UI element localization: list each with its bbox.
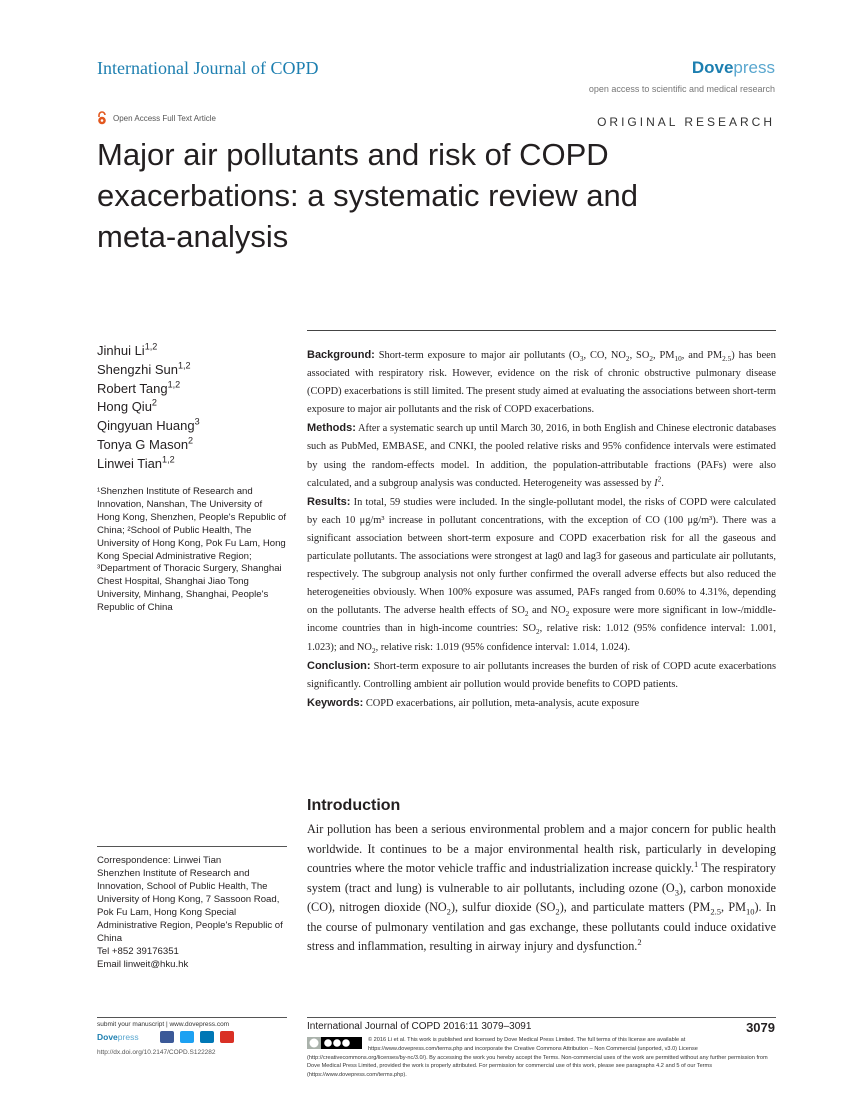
correspondence-tel: Tel +852 39176351 bbox=[97, 946, 179, 957]
article-type: ORIGINAL RESEARCH bbox=[597, 115, 775, 129]
abstract-results: Results: In total, 59 studies were included. In the single-pollutant model, the risks of COPD were calculated by each 10 μg/m³ increase in pollutant concentrations, with the exception of CO (100 μg/m³). There was a significant association between short-term exposure and COPD exacerbation risk for all the gaseous and particulate pollutants. The associations were strongest at lag0 and lag3 for gaseous and particulate air pollutants, respectively. The subgroup analysis not only further confirmed the overall adverse effects but also reduced the heterogeneities obviously. When 100% exposure was assumed, PAFs ranged from 0.60% to 4.31%, depending on the pollutants. The adverse health effects of $SO_2$ and $NO_2$ exposure were more significant in low-/middle-income countries than in high-income countries: $SO_2$, relative risk: 1.012 (95% confidence interval: 1.001, 1.023); and $NO_2$, relative risk: 1.019 (95% confidence interval: 1.014, 1.024). bbox=[307, 495, 776, 655]
correspondence-divider bbox=[97, 846, 287, 847]
page-number: 3079 bbox=[746, 1020, 775, 1035]
introduction-text: Air pollution has been a serious environmental problem and a major concern for public health worldwide. It continues to be a major environmental health risk, particularly in developing countries where the motor vehicle traffic and industrialization increase quickly.$^1$ The respiratory system (tract and lung) is vulnerable to air pollutants, including ozone $(O_3)$, carbon monoxide (CO), nitrogen dioxide $(NO_2)$, sulfur dioxide $(SO_2)$, and particulate matters ($PM_{2.5}$, $PM_{10}$). In the course of pulmonary ventilation and gas exchange, these pollutants could induce oxidative stress and inflammation, resulting in airway injury and dysfunction.$^2$ bbox=[307, 822, 776, 953]
twitter-icon[interactable] bbox=[180, 1031, 194, 1043]
abstract-divider bbox=[307, 330, 776, 331]
correspondence-address: Shenzhen Institute of Research and Innovation, School of Public Health, The University of Hong Kong, 7 Sassoon Road, Pok Fu Lam, Hong Kong Special Administrative Region, People's Republic of China bbox=[97, 868, 283, 944]
abstract-conclusion: Conclusion: Short-term exposure to air pollutants increases the burden of risk of COPD acute exacerbations significantly. Controlling ambient air pollution would provide benefits to COPD patients. bbox=[307, 659, 776, 690]
journal-name[interactable]: International Journal of COPD bbox=[97, 58, 319, 78]
open-access-label: Open Access Full Text Article bbox=[113, 113, 217, 123]
reference-link[interactable]: 1 bbox=[693, 858, 699, 869]
footer-publisher-logo[interactable]: Dovepress bbox=[97, 1032, 139, 1042]
creative-commons-icon[interactable] bbox=[307, 1037, 362, 1049]
publisher-logo-a: Dove bbox=[691, 58, 734, 77]
footer-divider-right bbox=[307, 1017, 776, 1018]
author[interactable]: Shengzhi Sun$^{1,2}$ bbox=[97, 360, 191, 377]
footer-citation: International Journal of COPD 2016:11 3079–3091 bbox=[307, 1021, 532, 1032]
abstract-background: Background: Short-term exposure to major air pollutants ($O_3$, CO, $NO_2$, $SO_2$, $PM_{10}$, and $PM_{2.5}$) has been associated with respiratory risk. However, evidence on the risk of chronic obstructive pulmonary disease (COPD) exacerbations is still limited. The present study aimed at evaluating the associations between short-term exposure to major air pollutants and the risk of COPD exacerbations. bbox=[307, 349, 776, 416]
author[interactable]: Tonya G Mason$^2$ bbox=[97, 435, 194, 452]
youtube-icon[interactable] bbox=[220, 1031, 234, 1043]
open-access-badge bbox=[97, 111, 216, 125]
linkedin-icon[interactable] bbox=[200, 1031, 214, 1043]
social-links bbox=[160, 1031, 234, 1043]
author[interactable]: Robert Tang$^{1,2}$ bbox=[97, 379, 181, 396]
author[interactable]: Jinhui Li$^{1,2}$ bbox=[97, 341, 158, 358]
author[interactable]: Linwei Tian$^{1,2}$ bbox=[97, 454, 175, 471]
submit-manuscript-link[interactable]: submit your manuscript | www.dovepress.com bbox=[97, 1021, 230, 1028]
doi-link[interactable]: http://dx.doi.org/10.2147/COPD.S122282 bbox=[97, 1049, 216, 1056]
facebook-icon[interactable] bbox=[160, 1031, 174, 1043]
reference-link[interactable]: 2 bbox=[637, 936, 642, 947]
correspondence-label: Correspondence: Linwei Tian bbox=[97, 855, 222, 866]
affiliations: ¹Shenzhen Institute of Research and Innovation, Nanshan, The University of Hong Kong, Shenzhen, People's Republic of China; ²School of Public Health, The University of Hong Kong, Pok Fu Lam, Hong Kong Special Administrative Region; ³Department of Thoracic Surgery, Shanghai Chest Hospital, Shanghai Jiao Tong University, Minhang, Shanghai, People's Republic of China bbox=[97, 486, 287, 614]
abstract bbox=[307, 346, 776, 713]
correspondence-email[interactable]: Email linweit@hku.hk bbox=[97, 959, 189, 970]
publisher-logo-b: press bbox=[733, 58, 775, 77]
license-text: © 2016 Li et al. This work is published and licensed by Dove Medical Press Limited. The full terms of this license are available at https://www.dovepress.com/terms.php and incorporate the Creative Commons Attribution – Non Commercial (unported, v3.0) License (http://creativecommons.org/licenses/by-nc/3.0/). By accessing the work you hereby accept the Terms. Non-commercial uses of the work are permitted without any further permission from Dove Medical Press Limited, provided the work is properly attributed. For permission for commercial use of this work, please see paragraphs 4.2 and 5 of our Terms (https://www.dovepress.com/terms.php). bbox=[307, 1037, 768, 1079]
author[interactable]: Qingyuan Huang$^3$ bbox=[97, 416, 200, 434]
introduction-heading: Introduction bbox=[307, 797, 401, 814]
publisher-logo[interactable] bbox=[692, 58, 775, 78]
open-access-lock-icon bbox=[97, 111, 107, 125]
abstract-methods: Methods: After a systematic search up until March 30, 2016, in both English and Chinese electronic databases such as PubMed, EMBASE, and CNKI, the pooled relative risks and 95% confidence intervals were estimated by using the random-effects model. In addition, the population-attributable fractions (PAFs) were also calculated, and a subgroup analysis was conducted. Heterogeneity was assessed by $I^2$. bbox=[307, 422, 776, 489]
author[interactable]: Hong Qiu$^2$ bbox=[97, 398, 157, 415]
abstract-keywords: Keywords: COPD exacerbations, air pollution, meta-analysis, acute exposure bbox=[307, 696, 640, 709]
author-list bbox=[97, 342, 200, 474]
article-title: Major air pollutants and risk of COPD exacerbations: a systematic review and meta-analysis bbox=[97, 137, 639, 254]
footer-divider-left bbox=[97, 1017, 287, 1018]
correspondence bbox=[97, 854, 287, 971]
publisher-tagline: open access to scientific and medical research bbox=[588, 84, 775, 94]
